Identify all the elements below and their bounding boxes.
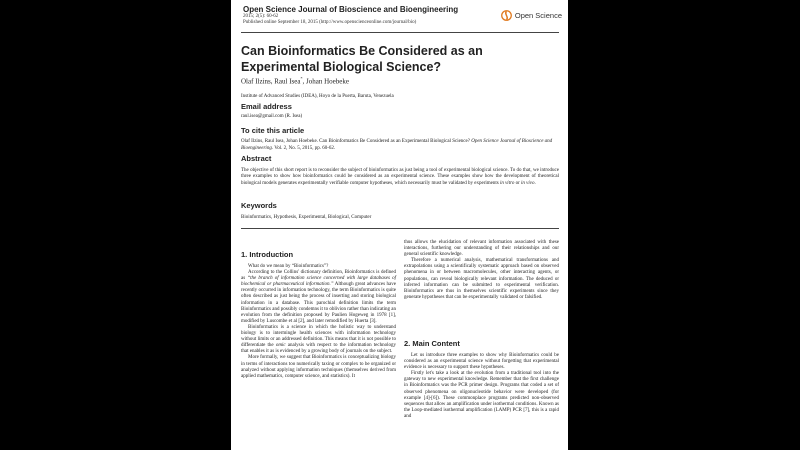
intro-p2-quote: “the branch of information science concerned with large databases of biochemical or pharmaceutical information.”	[241, 276, 396, 288]
intro-heading: 1. Introduction	[241, 250, 294, 259]
abstract-end: .	[534, 180, 536, 186]
cite-text-a: Olaf Ilzins, Raul Isea, Johan Hoebeke. Can Bioinformatics Be Considered as an Experimental Biological Science?	[241, 139, 472, 144]
journal-volume: 2015; 2(5): 60-62	[243, 14, 279, 19]
main-p2: Firstly let's take a look at the evolution from a traditional tool into the gateway to new experimental knowledge. Remember that the first challenge in Bioinformatics was the PCR primer design. Programs that coded a set of observed phenomena on oligonucleotide behavior were developed (for example [4]-[6]). These commonplace programs predicted non-observed sequences that allow an amplification under isothermal conditions. Known as the Loop-mediated isothermal amplification (LAMP) PCR [7], this is a rapid and	[404, 371, 559, 419]
intro-p3-a: Bioinformatics is a science in which the holistic way to understand biology is to intermingle health sciences with information technology without limits or an addressed definition. This means that it is not possible to differentiate the	[241, 324, 396, 349]
abstract-body: The objective of this short report is to reconsider the subject of bioinformatics as just being a tool of experimental biological science. To do that, we introduce three examples to show how bioinformatics could be considered as an experimental science. These examples show how the development of theoretical biological models generates experimentally verifiable computer hypotheses, which necessarily must be validated by experiments	[241, 168, 559, 186]
header-rule	[241, 32, 559, 33]
journal-title: Open Science Journal of Bioscience and Bioengineering	[243, 5, 459, 14]
paper-page	[231, 0, 568, 450]
corresponding-author-mark: *	[300, 76, 303, 81]
intro-p2	[241, 270, 396, 325]
keywords-text: Bioinformatics, Hypothesis, Experimental, Biological, Computer	[241, 215, 372, 220]
cite-text	[241, 138, 559, 152]
cite-heading: To cite this article	[241, 126, 305, 135]
intro-p4: More formally, we suggest that Bioinformatics is conceptualizing biology in terms of interactions too numerically taxing or complex to be organized or analyzed without applying information techniques (themselves derived from applied mathematics, computer science, and statistics). It	[241, 355, 396, 379]
main-p1: Let us introduce three examples to show why Bioinformatics could be considered as an experimental science without forgetting that experimental evidence is necessary to support these hypotheses.	[404, 353, 559, 371]
keywords-heading: Keywords	[241, 201, 277, 210]
intro-p2-b: Although great advances have recently occurred in information technology, the term Bioinformatics is quite often described as just being the process of inserting and storing biological information in a database. This parochial definition limits the term Bioinformatics and possibly condemns it to oblivion rather than indicating an evolution from the definition proposed by Paulien Hogeweg in 1978 [1], modified by Luscombe et al [2], and later remodified by Huerta [3].	[241, 282, 396, 324]
abstract-text	[241, 168, 559, 187]
cite-journal: Open Science Journal of Bioscience and Bioengineering.	[241, 139, 553, 151]
authors-part-2: , Johan Hoebeke	[302, 77, 349, 86]
abstract-or: or	[514, 180, 522, 186]
email-heading: Email address	[241, 102, 292, 111]
cite-text-b: Vol. 2, No. 5, 2015, pp. 60-62.	[273, 146, 336, 151]
journal-published: Published online September 18, 2015 (http://www.openscienceonline.com/journal/bio)	[243, 20, 417, 25]
section-rule	[241, 228, 559, 229]
left-column	[241, 264, 396, 380]
abstract-in-vivo: in vivo	[521, 180, 535, 186]
email-address: raul.isea@gmail.com (R. Isea)	[241, 114, 303, 119]
right-column	[404, 240, 559, 301]
abstract-in-vitro: in vitro	[499, 180, 515, 186]
affiliation: Institute of Advanced Studies (IDEA), Hoyo de la Puerta, Baruta, Venezuela	[241, 94, 394, 99]
right-column-lower	[404, 353, 559, 420]
article-authors	[241, 76, 349, 85]
article-title: Can Bioinformatics Be Considered as an Experimental Biological Science?	[241, 44, 483, 74]
intro-p3	[241, 325, 396, 355]
logo-text: Open Science	[514, 11, 562, 20]
publisher-logo	[501, 10, 562, 21]
open-science-logo-icon	[501, 10, 512, 21]
intro-p2-a: According to the Collins' dictionary definition, Bioinformatics is defined as	[241, 270, 396, 282]
intro-p1: What do we mean by “Bioinformatics”?	[248, 264, 329, 269]
intro-p3-b: analysis with respect to the information technology that enables it as is evidenced by a growing body of journals on the subject.	[241, 343, 396, 355]
right-p1: thus allows the elucidation of relevant information associated with these interactions, furthering our understanding of their relationships and our general scientific knowledge.	[404, 240, 559, 258]
authors-part-1: Olaf Ilzins, Raul Isea	[241, 77, 301, 86]
intro-p3-omic: omic	[275, 343, 286, 349]
main-content-heading: 2. Main Content	[404, 339, 460, 348]
right-p2: Therefore a numerical analysis, mathematical transformations and extrapolations using a scientifically systematic approach based on observed phenomena in or between macromolecules, other interacting agents, or populations, can reveal biologically relevant information. The deduced or inferred information can be submitted to experimental verification. Bioinformatics are thus in themselves scientific experiments since they generate hypotheses that can be experimentally validated or falsified.	[404, 258, 559, 300]
abstract-heading: Abstract	[241, 154, 272, 163]
